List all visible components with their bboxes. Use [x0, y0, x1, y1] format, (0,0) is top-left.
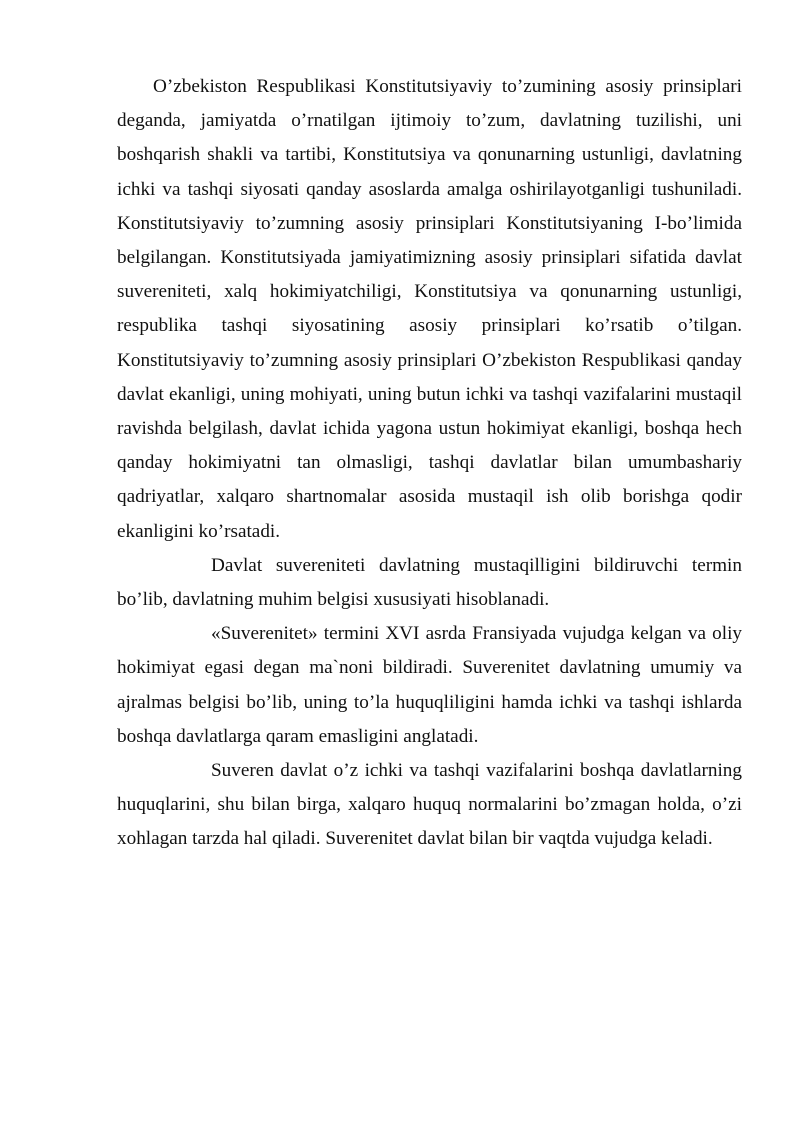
paragraph-sovereign-state: Suveren davlat o’z ichki va tashqi vazifalarini boshqa davlatlarning huquqlarini, shu bilan birga, xalqaro huquq normalarini bo’zmagan holda, o’zi xohlagan tarzda hal qiladi. Suverenitet davlat bilan bir vaqtda vujudga keladi.	[117, 760, 742, 850]
paragraph-sovereignty-term: «Suverenitet» termini XVI asrda Fransiyada vujudga kelgan va oliy hokimiyat egasi degan ma`noni bildiradi. Suverenitet davlatning umumiy va ajralmas belgisi bo’lib, uning to’la huquqliligini hamda ichki va tashqi ishlarda boshqa davlatlarga qaram emasligini anglatadi.	[117, 623, 742, 747]
paragraph-state-sovereignty: Davlat suvereniteti davlatning mustaqilligini bildiruvchi termin bo’lib, davlatning muhim belgisi xususiyati hisoblanadi.	[117, 554, 742, 611]
paragraph-constitutional-principles: O’zbekiston Respublikasi Konstitutsiyaviy to’zumining asosiy prinsiplari deganda, jamiyatda o’rnatilgan ijtimoiy to’zum, davlatning tuzilishi, uni boshqarish shakli va tartibi, Konstitutsiya va qonunarning ustunligi, davlatning ichki va tashqi siyosati qanday asoslarda amalga oshirilayotganligi tushuniladi. Konstitutsiyaviy to’zumning asosiy prinsiplari Konstitutsiyaning I-bo’limida belgilangan. Konstitutsiyada jamiyatimizning asosiy prinsiplari sifatida davlat suvereniteti, xalq hokimiyatchiligi, Konstitutsiya va qonunarning ustunligi, respublika tashqi siyosatining asosiy prinsiplari ko’rsatib o’tilgan. Konstitutsiyaviy to’zumning asosiy prinsiplari O’zbekiston Respublikasi qanday davlat ekanligi, uning mohiyati, uning butun ichki va tashqi vazifalarini mustaqil ravishda belgilash, davlat ichida yagona ustun hokimiyat ekanligi, boshqa hech qanday hokimiyatni tan olmasligi, tashqi davlatlar bilan umumbashariy qadriyatlar, xalqaro shartnomalar asosida mustaqil ish olib borishga qodir ekanligini ko’rsatadi.	[117, 76, 742, 542]
document-body	[117, 70, 742, 857]
